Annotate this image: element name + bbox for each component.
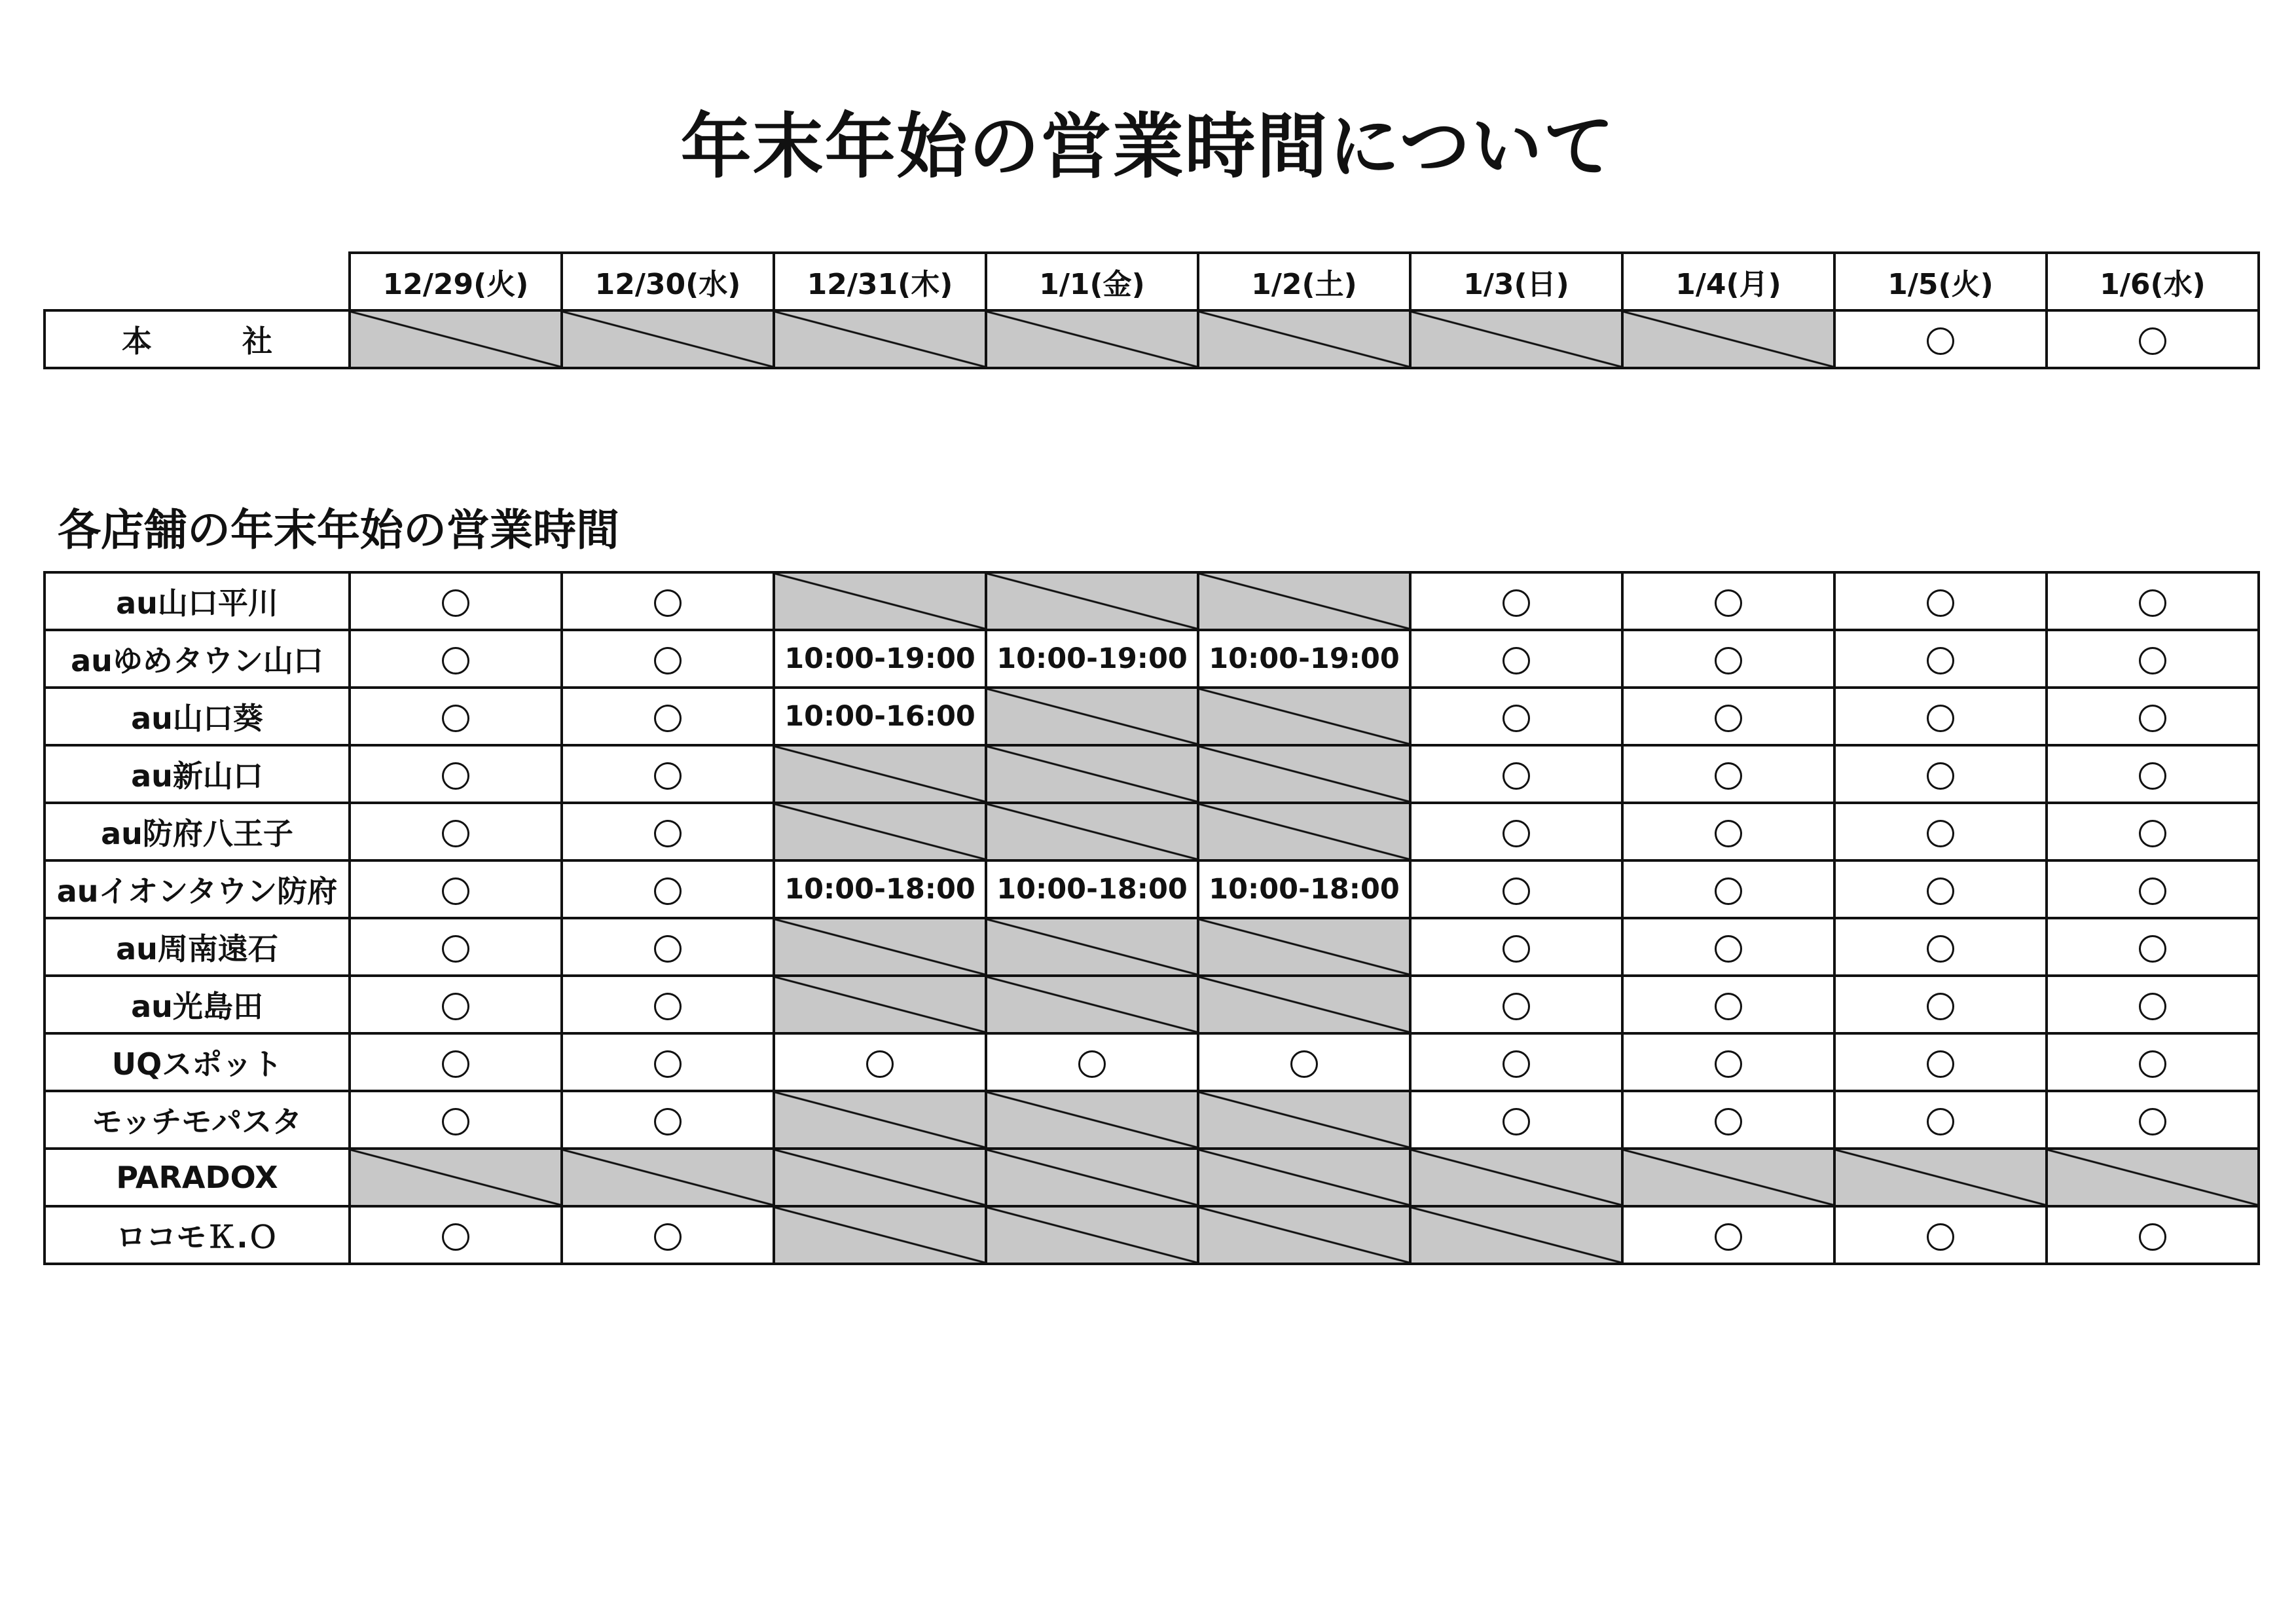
open-cell: [562, 1091, 774, 1149]
store-name: ロコモＫ.Ｏ: [45, 1206, 350, 1264]
closed-cell: [774, 572, 986, 630]
open-cell: [1622, 745, 1834, 803]
open-circle-icon: [1927, 647, 1954, 674]
open-circle-icon: [1927, 705, 1954, 732]
open-cell: [562, 572, 774, 630]
open-circle-icon: [1715, 993, 1742, 1020]
open-circle-icon: [442, 1108, 469, 1135]
closed-cell: [774, 1091, 986, 1149]
closed-cell: [1198, 688, 1410, 745]
open-circle-icon: [2139, 1108, 2166, 1135]
open-circle-icon: [442, 647, 469, 674]
open-cell: [350, 1206, 562, 1264]
closed-cell: [986, 1149, 1198, 1206]
open-circle-icon: [2139, 762, 2166, 790]
table-row: [45, 803, 2259, 860]
open-cell: [2047, 745, 2259, 803]
open-circle-icon: [2139, 705, 2166, 732]
closed-cell: [986, 976, 1198, 1033]
closed-cell: [986, 572, 1198, 630]
open-cell: [1622, 572, 1834, 630]
open-cell: [1410, 1033, 1622, 1091]
closed-cell: [1410, 1149, 1622, 1206]
open-circle-icon: [1503, 762, 1530, 790]
open-circle-icon: [1927, 1108, 1954, 1135]
open-cell: [1198, 1033, 1410, 1091]
open-cell: [1410, 860, 1622, 918]
open-circle-icon: [654, 647, 682, 674]
open-circle-icon: [442, 762, 469, 790]
open-circle-icon: [1715, 1050, 1742, 1078]
closed-cell: [1198, 1149, 1410, 1206]
open-cell: [1410, 1091, 1622, 1149]
store-section-title: 各店舗の年末年始の営業時間: [58, 505, 619, 555]
closed-cell: [774, 803, 986, 860]
open-cell: [350, 1091, 562, 1149]
open-cell: [2047, 976, 2259, 1033]
closed-cell: [1834, 1149, 2047, 1206]
closed-cell: [986, 1206, 1198, 1264]
open-circle-icon: [442, 1050, 469, 1078]
closed-cell: [1198, 310, 1410, 368]
open-circle-icon: [1503, 589, 1530, 617]
open-cell: [562, 860, 774, 918]
store-name: 本 社: [45, 310, 350, 368]
open-cell: [2047, 918, 2259, 976]
date-header: 1/6(水): [2047, 253, 2259, 310]
closed-cell: [562, 310, 774, 368]
open-cell: [2047, 1033, 2259, 1091]
open-circle-icon: [1503, 820, 1530, 847]
closed-cell: [1622, 310, 1834, 368]
open-circle-icon: [1290, 1050, 1318, 1078]
date-header: 1/2(土): [1198, 253, 1410, 310]
closed-cell: [986, 688, 1198, 745]
open-circle-icon: [2139, 993, 2166, 1020]
closed-cell: [1198, 745, 1410, 803]
open-circle-icon: [1715, 1108, 1742, 1135]
open-circle-icon: [442, 589, 469, 617]
open-circle-icon: [442, 820, 469, 847]
open-circle-icon: [2139, 1050, 2166, 1078]
table-row: [45, 310, 2259, 368]
open-cell: [350, 976, 562, 1033]
closed-cell: [1410, 310, 1622, 368]
open-circle-icon: [1715, 647, 1742, 674]
hours-cell: 10:00-18:00: [774, 860, 986, 918]
open-cell: [1410, 630, 1622, 688]
open-circle-icon: [654, 1108, 682, 1135]
open-cell: [774, 1033, 986, 1091]
closed-cell: [774, 1206, 986, 1264]
table-row: [45, 1033, 2259, 1091]
closed-cell: [986, 745, 1198, 803]
closed-cell: [1622, 1149, 1834, 1206]
open-cell: [1834, 688, 2047, 745]
open-cell: [350, 745, 562, 803]
date-header: 1/4(月): [1622, 253, 1834, 310]
open-cell: [1622, 688, 1834, 745]
date-header: 1/3(日): [1410, 253, 1622, 310]
open-circle-icon: [1715, 762, 1742, 790]
closed-cell: [774, 310, 986, 368]
store-name: au山口平川: [45, 572, 350, 630]
closed-cell: [774, 918, 986, 976]
open-cell: [562, 1206, 774, 1264]
open-circle-icon: [1927, 327, 1954, 355]
open-circle-icon: [1503, 993, 1530, 1020]
open-circle-icon: [1927, 1223, 1954, 1251]
open-circle-icon: [1715, 935, 1742, 963]
open-circle-icon: [1927, 877, 1954, 905]
open-cell: [1834, 745, 2047, 803]
table-row: [45, 918, 2259, 976]
open-circle-icon: [1927, 935, 1954, 963]
open-circle-icon: [2139, 1223, 2166, 1251]
open-circle-icon: [1503, 877, 1530, 905]
open-circle-icon: [442, 935, 469, 963]
open-cell: [1834, 803, 2047, 860]
open-circle-icon: [654, 705, 682, 732]
open-cell: [562, 803, 774, 860]
open-circle-icon: [442, 993, 469, 1020]
open-circle-icon: [442, 705, 469, 732]
open-cell: [2047, 860, 2259, 918]
closed-cell: [986, 310, 1198, 368]
table-row: [45, 976, 2259, 1033]
open-cell: [562, 688, 774, 745]
table-row: [45, 860, 2259, 918]
open-cell: [2047, 572, 2259, 630]
hours-cell: 10:00-18:00: [1198, 860, 1410, 918]
open-cell: [562, 976, 774, 1033]
open-cell: [1834, 630, 2047, 688]
open-circle-icon: [1503, 705, 1530, 732]
open-cell: [1834, 1091, 2047, 1149]
open-circle-icon: [1715, 877, 1742, 905]
open-cell: [350, 688, 562, 745]
open-cell: [1410, 918, 1622, 976]
closed-cell: [350, 1149, 562, 1206]
open-circle-icon: [1927, 993, 1954, 1020]
store-name: auイオンタウン防府: [45, 860, 350, 918]
table-row: [45, 1206, 2259, 1264]
open-cell: [1622, 803, 1834, 860]
open-cell: [1834, 918, 2047, 976]
open-cell: [562, 918, 774, 976]
open-cell: [2047, 630, 2259, 688]
open-circle-icon: [654, 589, 682, 617]
header-blank: [45, 253, 350, 310]
closed-cell: [774, 976, 986, 1033]
open-cell: [350, 803, 562, 860]
date-header: 12/31(木): [774, 253, 986, 310]
open-cell: [350, 918, 562, 976]
open-circle-icon: [1927, 762, 1954, 790]
table-row: [45, 1149, 2259, 1206]
open-circle-icon: [1078, 1050, 1106, 1078]
open-circle-icon: [866, 1050, 894, 1078]
open-cell: [562, 1033, 774, 1091]
hours-cell: 10:00-18:00: [986, 860, 1198, 918]
open-cell: [562, 745, 774, 803]
table-row: [45, 688, 2259, 745]
open-circle-icon: [654, 877, 682, 905]
open-cell: [1834, 310, 2047, 368]
open-cell: [1410, 572, 1622, 630]
closed-cell: [774, 1149, 986, 1206]
store-name: モッチモパスタ: [45, 1091, 350, 1149]
closed-cell: [2047, 1149, 2259, 1206]
open-cell: [1622, 1091, 1834, 1149]
store-name: au新山口: [45, 745, 350, 803]
table-row: [45, 630, 2259, 688]
hours-cell: 10:00-19:00: [774, 630, 986, 688]
store-hours-table: [43, 571, 2260, 1265]
closed-cell: [1198, 918, 1410, 976]
open-circle-icon: [1503, 935, 1530, 963]
open-circle-icon: [2139, 877, 2166, 905]
open-cell: [2047, 1206, 2259, 1264]
closed-cell: [1198, 1206, 1410, 1264]
open-cell: [2047, 688, 2259, 745]
open-cell: [1834, 976, 2047, 1033]
open-cell: [986, 1033, 1198, 1091]
open-circle-icon: [1927, 820, 1954, 847]
open-circle-icon: [654, 935, 682, 963]
open-circle-icon: [654, 762, 682, 790]
open-cell: [1622, 1206, 1834, 1264]
closed-cell: [1198, 572, 1410, 630]
date-header: 12/29(火): [350, 253, 562, 310]
open-cell: [1834, 572, 2047, 630]
open-cell: [350, 572, 562, 630]
open-circle-icon: [1927, 1050, 1954, 1078]
open-cell: [1622, 860, 1834, 918]
open-circle-icon: [1503, 1050, 1530, 1078]
open-cell: [1834, 1206, 2047, 1264]
open-cell: [350, 1033, 562, 1091]
closed-cell: [986, 803, 1198, 860]
open-circle-icon: [2139, 935, 2166, 963]
open-circle-icon: [1715, 820, 1742, 847]
closed-cell: [562, 1149, 774, 1206]
open-cell: [1622, 1033, 1834, 1091]
date-header: 1/1(金): [986, 253, 1198, 310]
store-name: au光島田: [45, 976, 350, 1033]
store-name: au防府八王子: [45, 803, 350, 860]
open-circle-icon: [2139, 647, 2166, 674]
open-cell: [350, 860, 562, 918]
open-circle-icon: [654, 1050, 682, 1078]
open-cell: [1410, 745, 1622, 803]
table-row: [45, 745, 2259, 803]
store-name: UQスポット: [45, 1033, 350, 1091]
open-circle-icon: [1927, 589, 1954, 617]
table-row: [45, 572, 2259, 630]
open-cell: [1622, 918, 1834, 976]
open-circle-icon: [1503, 1108, 1530, 1135]
open-circle-icon: [442, 877, 469, 905]
headquarters-table: [43, 251, 2260, 369]
closed-cell: [1198, 976, 1410, 1033]
open-cell: [1410, 688, 1622, 745]
store-name: auゆめタウン山口: [45, 630, 350, 688]
open-cell: [1410, 803, 1622, 860]
open-cell: [562, 630, 774, 688]
page-title: 年末年始の営業時間について: [680, 106, 1616, 188]
open-circle-icon: [654, 820, 682, 847]
date-header: 1/5(火): [1834, 253, 2047, 310]
hours-cell: 10:00-19:00: [986, 630, 1198, 688]
open-cell: [2047, 310, 2259, 368]
closed-cell: [986, 918, 1198, 976]
open-circle-icon: [1715, 1223, 1742, 1251]
open-circle-icon: [2139, 820, 2166, 847]
open-cell: [1622, 976, 1834, 1033]
store-name: au周南遠石: [45, 918, 350, 976]
open-circle-icon: [2139, 589, 2166, 617]
open-circle-icon: [1715, 705, 1742, 732]
closed-cell: [1410, 1206, 1622, 1264]
open-circle-icon: [654, 993, 682, 1020]
open-cell: [2047, 803, 2259, 860]
store-name: au山口葵: [45, 688, 350, 745]
open-cell: [1834, 1033, 2047, 1091]
closed-cell: [1198, 1091, 1410, 1149]
open-cell: [350, 630, 562, 688]
closed-cell: [774, 745, 986, 803]
closed-cell: [1198, 803, 1410, 860]
store-name: PARADOX: [45, 1149, 350, 1206]
table-row: [45, 1091, 2259, 1149]
open-circle-icon: [442, 1223, 469, 1251]
open-circle-icon: [1715, 589, 1742, 617]
open-cell: [1622, 630, 1834, 688]
open-cell: [1410, 976, 1622, 1033]
date-header-row: [45, 253, 2259, 310]
hours-cell: 10:00-19:00: [1198, 630, 1410, 688]
closed-cell: [350, 310, 562, 368]
open-circle-icon: [2139, 327, 2166, 355]
open-cell: [2047, 1091, 2259, 1149]
hours-cell: 10:00-16:00: [774, 688, 986, 745]
open-cell: [1834, 860, 2047, 918]
open-circle-icon: [1503, 647, 1530, 674]
open-circle-icon: [654, 1223, 682, 1251]
date-header: 12/30(水): [562, 253, 774, 310]
closed-cell: [986, 1091, 1198, 1149]
